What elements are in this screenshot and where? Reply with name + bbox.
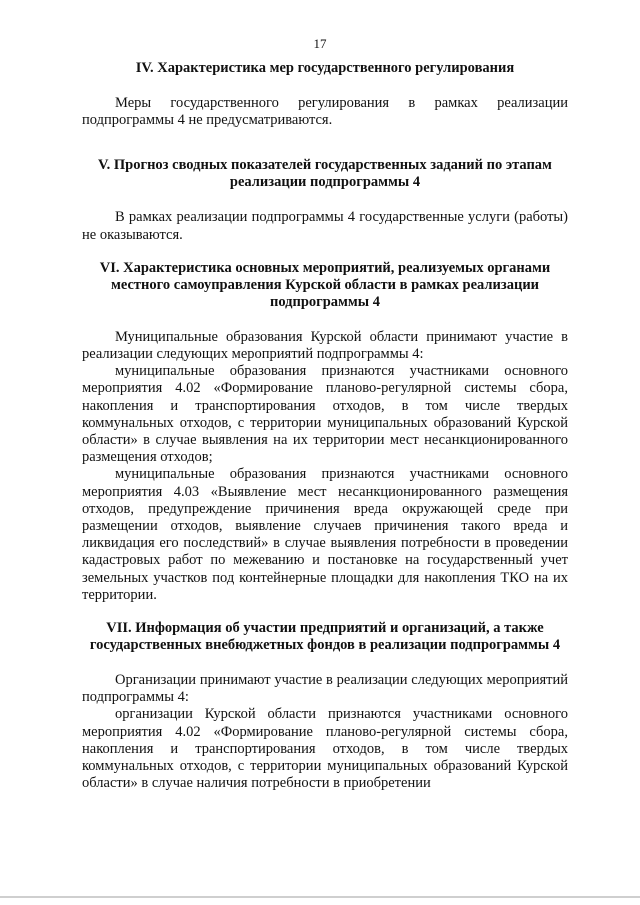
- section-heading-v: V. Прогноз сводных показателей государственных заданий по этапам реализации подпрограммы 4: [98, 157, 552, 191]
- section-vi-paragraph-3: муниципальные образования признаются участниками основного мероприятия 4.03 «Выявление мест несанкционированного размещения отходов, предупреждение причинения вреда окружающей среде при размещении отходов, выявление случаев причинения такого вреда и ликвидация его последствий» в случае выявления потребности в проведении кадастровых работ по межеванию и постановке на государственный учет земельных участков под контейнерные площадки для накопления ТКО на их территории.: [82, 466, 568, 603]
- section-heading-vi: VI. Характеристика основных мероприятий, реализуемых органами местного самоуправления Курской области в рамках реализации подпрограммы 4: [99, 259, 551, 310]
- section-vi-paragraph-2: муниципальные образования признаются участниками основного мероприятия 4.02 «Формирование планово-регулярной системы сбора, накопления и транспортирования отходов, в том числе твердых коммунальных отходов, с территории муниципальных образований Курской области» в случае выявления на их территории мест несанкционированного размещения отходов;: [82, 363, 568, 466]
- scan-bottom-edge: [0, 896, 640, 898]
- section-heading-vii: VII. Информация об участии предприятий и организаций, а также государственных внебюджетных фондов в реализации подпрограммы 4: [89, 620, 561, 654]
- page-number: 17: [313, 36, 327, 51]
- section-iv-paragraph-1: Меры государственного регулирования в рамках реализации подпрограммы 4 не предусматриваются.: [82, 95, 568, 129]
- section-vii-paragraph-1: Организации принимают участие в реализации следующих мероприятий подпрограммы 4:: [82, 672, 568, 706]
- section-v-paragraph-1: В рамках реализации подпрограммы 4 государственные услуги (работы) не оказываются.: [82, 209, 568, 243]
- section-vi-paragraph-1: Муниципальные образования Курской области принимают участие в реализации следующих мероприятий подпрограммы 4:: [82, 328, 568, 363]
- section-heading-iv: IV. Характеристика мер государственного регулирования: [135, 60, 515, 76]
- section-vii-paragraph-2: организации Курской области признаются участниками основного мероприятия 4.02 «Формирование планово-регулярной системы сбора, накопления и транспортирования отходов, в том числе твердых коммунальных отходов, с территории муниципальных образований Курской области» в случае наличия потребности в приобретении: [82, 706, 568, 792]
- document-body: [82, 60, 568, 792]
